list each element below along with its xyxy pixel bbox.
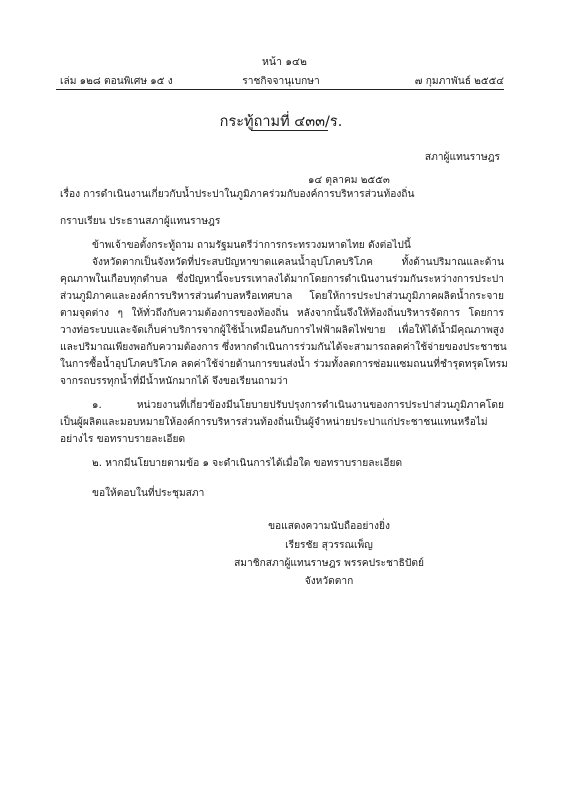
closing-respect: ขอแสดงความนับถืออย่างยิ่ง (268, 521, 390, 532)
question-2-line: ๒. หากมีนโยบายตามข้อ ๑ จะดำเนินการได้เมื่อใด ขอทราบรายละเอียด (92, 458, 403, 469)
question-1-line: เป็นผู้ผลิตและมอบหมายให้องค์การบริหารส่วนท้องถิ่นเป็นผู้จำหน่ายประปาแก่ประชาชนแทนหรือไม่ (60, 417, 488, 428)
document-title: กระทู้ถามที่ ๔๓๓/ร. (219, 114, 343, 130)
signer-name: เรียรชัย สุวรรณเพ็ญ (285, 540, 373, 551)
salutation: กราบเรียน ประธานสภาผู้แทนราษฎร (60, 216, 221, 227)
signer-province: จังหวัดตาก (304, 576, 354, 587)
intro-line: ข้าพเจ้าขอตั้งกระทู้ถาม ถามรัฐมนตรีว่าการกระทรวงมหาดไทย ดังต่อไปนี้ (92, 240, 411, 251)
gazette-volume-info: เล่ม ๑๒๘ ตอนพิเศษ ๑๕ ง (60, 76, 173, 87)
title-underline (251, 130, 328, 131)
house-name: สภาผู้แทนราษฎร (424, 152, 500, 163)
gazette-date: ๗ กุมภาพันธ์ ๒๕๕๔ (414, 76, 504, 87)
question-1-line: ๑. หน่วยงานที่เกี่ยวข้องมีนโยบายปรับปรุงการดำเนินงานของการประปาส่วนภูมิภาคโดย (92, 400, 504, 411)
subject-line: เรื่อง การดำเนินงานเกี่ยวกับน้ำประปาในภูมิภาคร่วมกับองค์การบริหารส่วนท้องถิ่น (60, 189, 415, 200)
header-divider (56, 89, 504, 90)
paragraph-line: ในการซื้อน้ำอุปโภคบริโภค ลดค่าใช้จ่ายด้านการขนส่งน้ำ ร่วมทั้งลดการซ่อมแซมถนนที่ชำรุดทรุดโทรม (60, 359, 508, 370)
signer-position: สมาชิกสภาผู้แทนราษฎร พรรคประชาธิปัตย์ (234, 558, 424, 569)
gazette-page-number: หน้า ๑๔๒ (262, 56, 307, 68)
document-date: ๑๔ ตุลาคม ๒๕๕๓ (308, 175, 390, 186)
paragraph-line: ส่วนภูมิภาคและองค์การบริหารส่วนตำบลหรือเทศบาล โดยให้การประปาส่วนภูมิภาคผลิตน้ำกระจาย (60, 291, 504, 302)
paragraph-line: จากรถบรรทุกน้ำที่มีน้ำหนักมากได้ จึงขอเรียนถามว่า (60, 376, 288, 387)
paragraph-line: และปริมาณเพียงพอกับความต้องการ ซึ่งหากดำเนินการร่วมกันได้จะสามารถลดค่าใช้จ่ายของประชาชน (60, 342, 507, 353)
paragraph-line: วางท่อระบบและจัดเก็บค่าบริการจากผู้ใช้น้ำเหมือนกับการไฟฟ้าผลิตไฟขาย เพื่อให้ได้น้ำมีคุณภาพสูง (60, 325, 504, 336)
answer-request: ขอให้ตอบในที่ประชุมสภา (92, 488, 205, 499)
gazette-publication-name: ราชกิจจานุเบกษา (242, 76, 320, 87)
paragraph-line: จังหวัดตากเป็นจังหวัดที่ประสบปัญหาขาดแคลนน้ำอุปโภคบริโภค ทั้งด้านปริมาณและด้าน (92, 257, 504, 268)
question-1-line: อย่างไร ขอทราบรายละเอียด (60, 434, 186, 445)
paragraph-line: คุณภาพในเกือบทุกตำบล ซึ่งปัญหานี้จะบรรเทาลงได้มากโดยการดำเนินงานร่วมกันระหว่างการประปา (60, 274, 504, 285)
paragraph-line: ตามจุดต่าง ๆ ให้ทั่วถึงกับความต้องการของท้องถิ่น หลังจากนั้นจึงให้ท้องถิ่นบริหารจัดการ โดยการ (60, 308, 504, 319)
